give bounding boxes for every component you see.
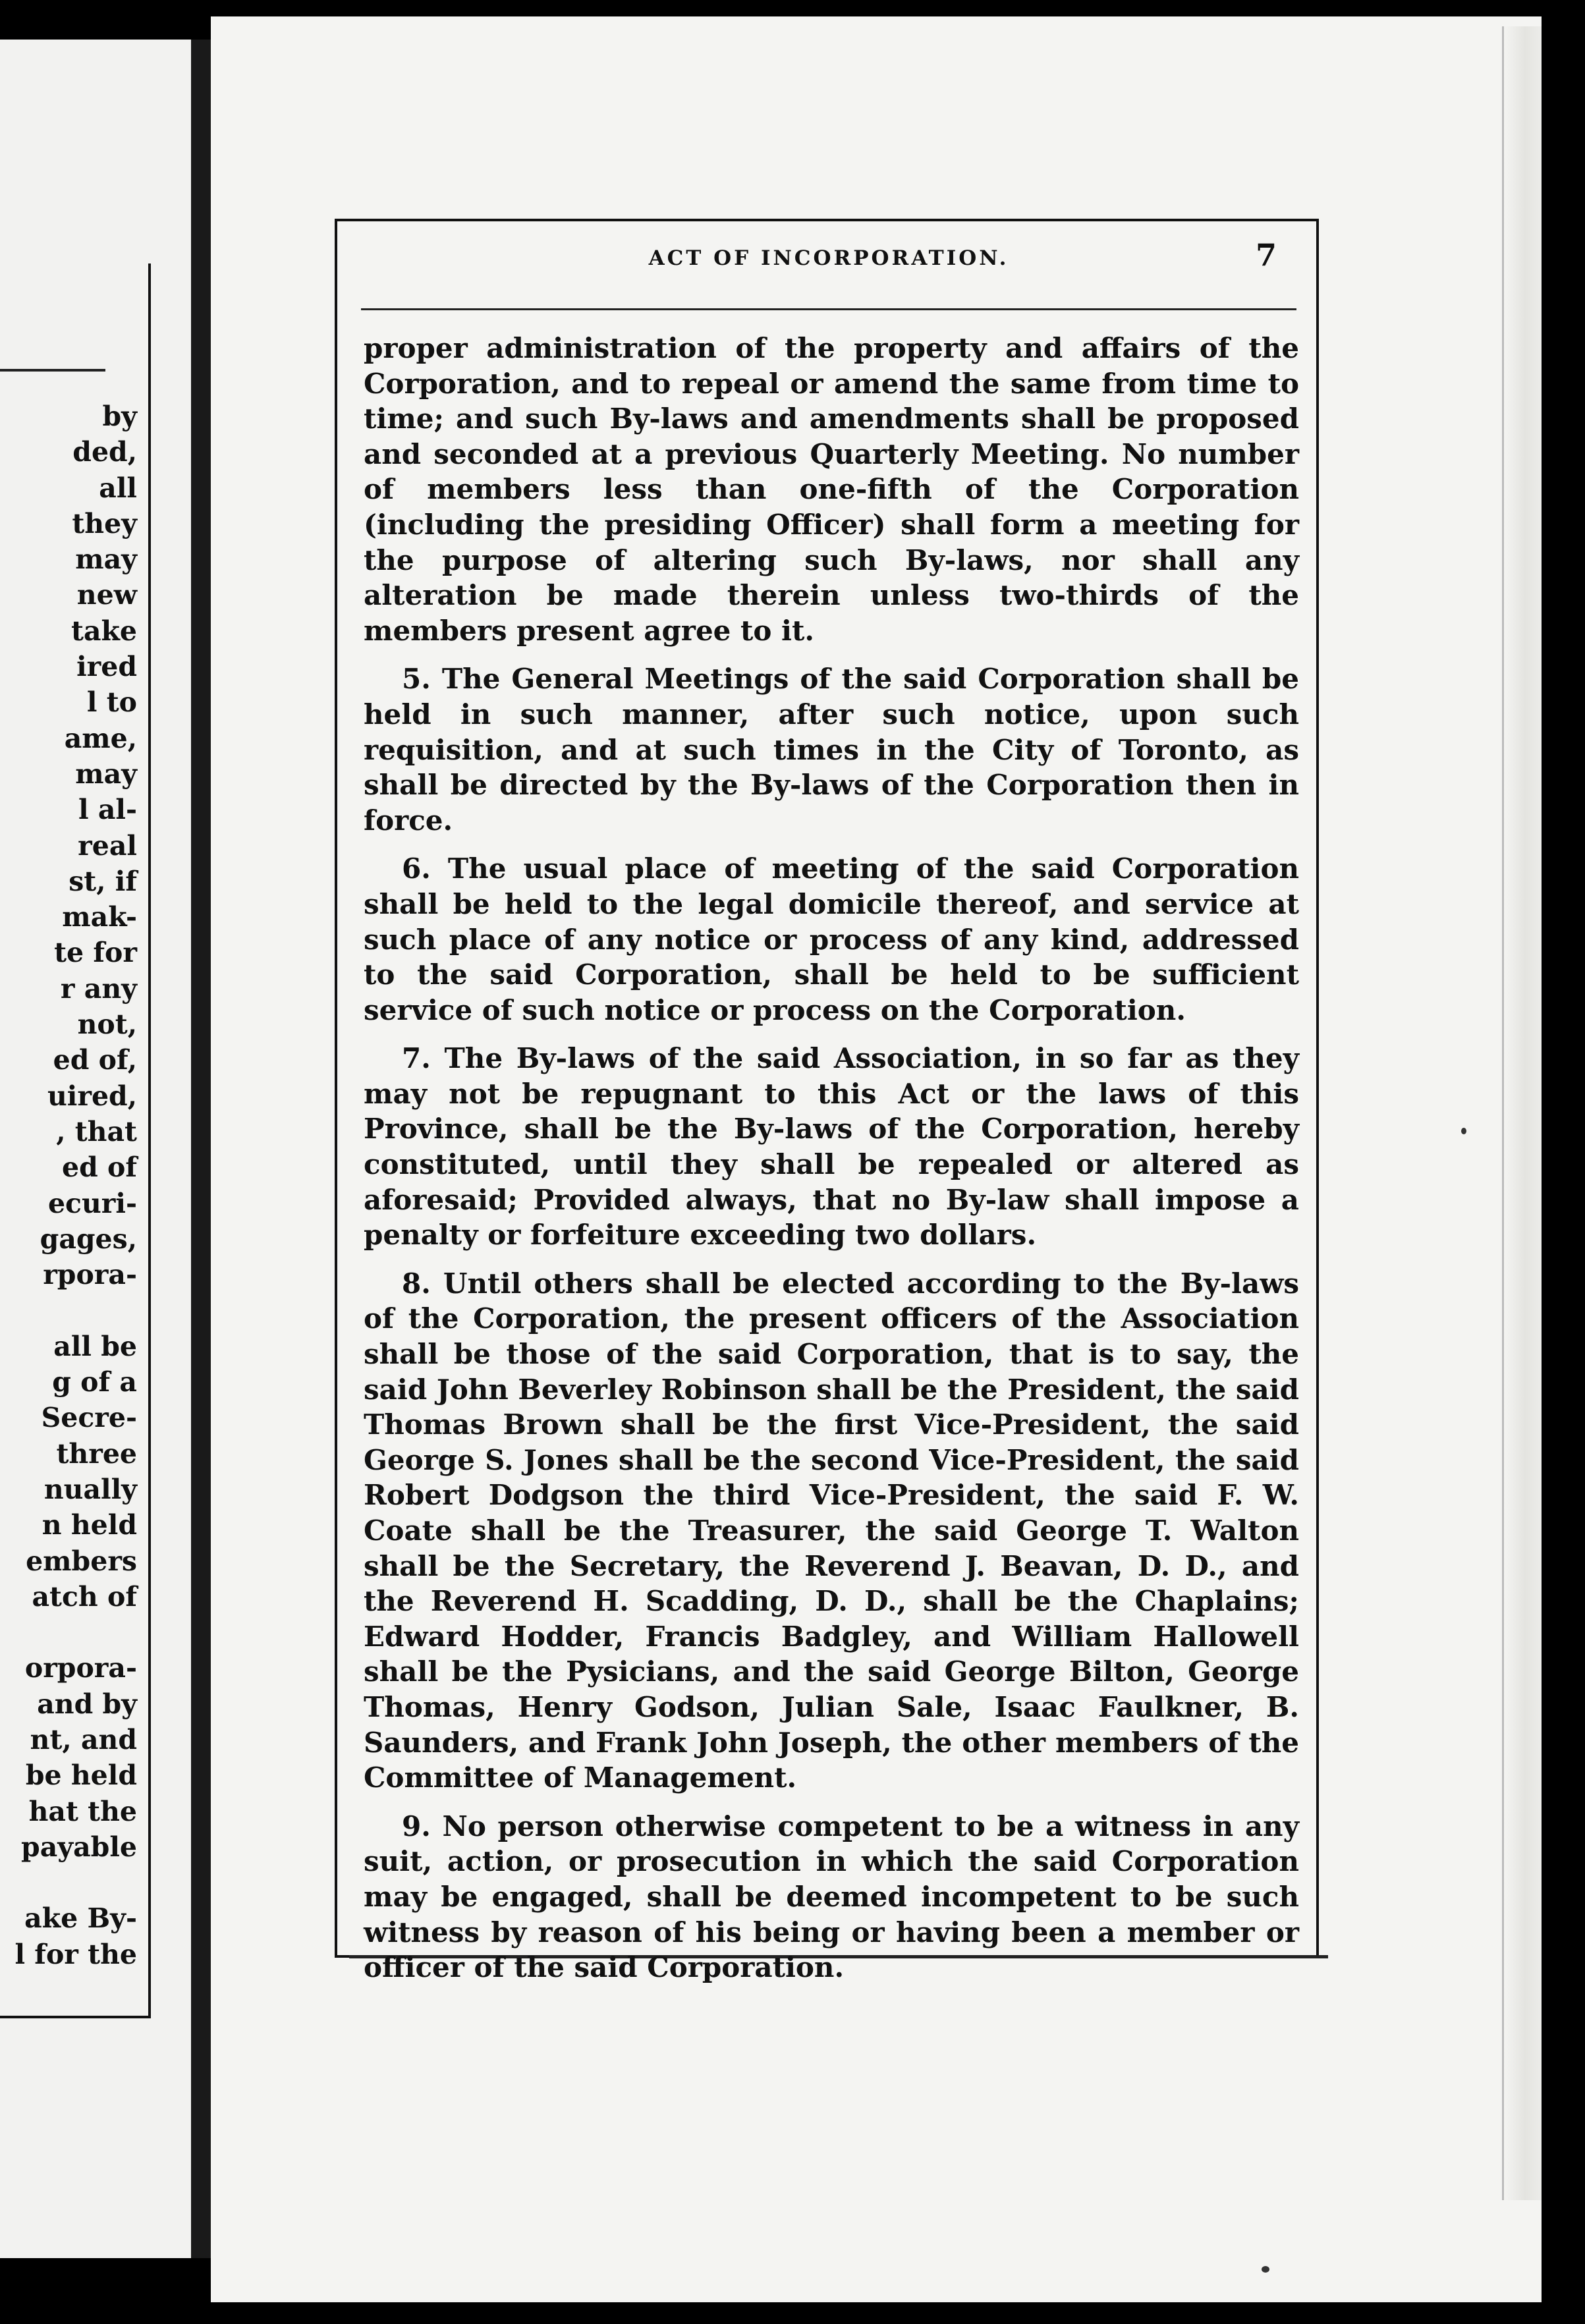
left-fragment-line: atch of — [32, 1580, 137, 1613]
left-fragment-line — [0, 1292, 137, 1328]
left-fragment-line: payable — [21, 1831, 137, 1863]
left-fragment-line: nt, and — [30, 1723, 137, 1756]
left-page-text-fragments — [0, 399, 137, 1972]
left-fragment-line: r any — [60, 972, 137, 1005]
left-fragment-line: embers — [26, 1545, 137, 1577]
left-fragment-line: rpora- — [43, 1259, 137, 1291]
body-text — [364, 331, 1299, 1999]
paragraph: 8. Until others shall be elected according to the By-laws of the Corporation, the present officers of the Association shall be those of the said Corporation, that is to say, the said John Beverley Robinson shall be the President, the said Thomas Brown shall be the first Vice-President, the said George S. Jones shall be the second Vice-President, the said Robert Dodgson the third Vice-President, the said F. W. Coate shall be the Treasurer, the said George T. Walton shall be the Secretary, the Reverend J. Beavan, D. D., and the Reverend H. Scadding, D. D., shall be the Chaplains; Edward Hodder, Francis Badgley, and William Hallowell shall be the Pysicians, and the said George Bilton, George Thomas, Henry Godson, Julian Sale, Isaac Faulkner, B. Saunders, and Frank John Joseph, the other members of the Committee of Management. — [364, 1267, 1299, 1794]
left-fragment-line — [0, 1865, 137, 1900]
left-fragment-line: may — [75, 543, 137, 576]
paragraph: 9. No person otherwise competent to be a witness in any suit, action, or prosecution in which the said Corporation may be engaged, shall be deemed incompetent to be such witness by reason of his being or having been a member or officer of the said Corporation. — [364, 1810, 1299, 1984]
left-fragment-line: ed of — [61, 1151, 137, 1184]
running-head — [361, 237, 1296, 283]
left-fragment-line: uired, — [47, 1080, 137, 1112]
left-fragment-line: ecuri- — [47, 1187, 137, 1219]
left-fragment-line: gages, — [40, 1223, 137, 1255]
scan-speck — [1262, 2266, 1269, 2273]
left-fragment-line — [0, 1615, 137, 1650]
left-fragment-line: nually — [43, 1473, 137, 1505]
paragraph: 6. The usual place of meeting of the said Corporation shall be held to the legal domicile thereof, and service at such place of any notice or process of any kind, addressed to the said Corporation, shall be held to be sufficient service of such notice or process on the Corporation. — [364, 852, 1299, 1026]
left-fragment-line: ame, — [64, 722, 137, 754]
paragraph: 5. The General Meetings of the said Corporation shall be held in such manner, after such notice, upon such requisition, and at such times in the City of Toronto, as shall be directed by the By-laws of the Corporation then in force. — [364, 663, 1299, 837]
left-fragment-line: they — [72, 507, 137, 540]
left-fragment-line: hat the — [28, 1795, 137, 1827]
left-fragment-line: ded, — [72, 436, 137, 468]
left-fragment-line: g of a — [52, 1366, 137, 1398]
left-fragment-line: st, if — [69, 865, 137, 897]
paragraph: proper administration of the property and affairs of the Corporation, and to repeal or amend the same from time to time; and such By-laws and amendments shall be proposed and seconded at a previous Quarterly Meeting. No number of members less than one-fifth of the Corporation (including the presiding Officer) shall form a meeting for the purpose of altering such By-laws, nor shall any alteration be made therein unless two-thirds of the members present agree to it. — [364, 332, 1299, 647]
left-fragment-line: all be — [53, 1330, 137, 1362]
running-title: ACT OF INCORPORATION. — [648, 246, 1009, 270]
left-fragment-line: real — [78, 829, 137, 862]
left-fragment-line: and by — [37, 1688, 137, 1720]
left-fragment-line: l for the — [14, 1938, 137, 1970]
left-fragment-line: te for — [54, 937, 137, 969]
left-fragment-line: be held — [25, 1759, 137, 1792]
left-fragment-line: by — [102, 401, 137, 432]
page-number: 7 — [1255, 237, 1277, 273]
left-fragment-line: all — [99, 472, 137, 504]
scan-speck — [1461, 1128, 1466, 1134]
left-fragment-line: ake By- — [24, 1902, 137, 1935]
left-fragment-line: , that — [56, 1115, 137, 1148]
left-fragment-line: l to — [86, 686, 137, 719]
left-fragment-line: n held — [42, 1509, 137, 1541]
head-rule — [361, 308, 1296, 310]
left-fragment-line: take — [71, 615, 137, 647]
left-fragment-line: may — [75, 758, 137, 790]
left-fragment-line: three — [56, 1437, 137, 1470]
left-fragment-line: Secre- — [41, 1402, 137, 1434]
left-fragment-line: orpora- — [24, 1652, 137, 1684]
left-fragment-line: mak- — [62, 901, 137, 933]
left-page-rule — [0, 369, 105, 372]
left-fragment-line: not, — [77, 1009, 137, 1041]
scan-background — [1542, 0, 1585, 2324]
book-gutter — [191, 40, 211, 2258]
left-fragment-line: ed of, — [53, 1044, 137, 1076]
left-facing-page — [0, 40, 191, 2258]
left-fragment-line: new — [76, 579, 137, 611]
left-fragment-line: ired — [76, 651, 137, 683]
left-fragment-line: l al- — [78, 794, 137, 826]
paragraph: 7. The By-laws of the said Association, in so far as they may not be repugnant to this Act or the laws of this Province, shall be the By-laws of the Corporation, hereby constituted, until they shall be repealed or altered as aforesaid; Provided always, that no By-law shall impose a penalty or forfeiture exceeding two dollars. — [364, 1042, 1299, 1252]
